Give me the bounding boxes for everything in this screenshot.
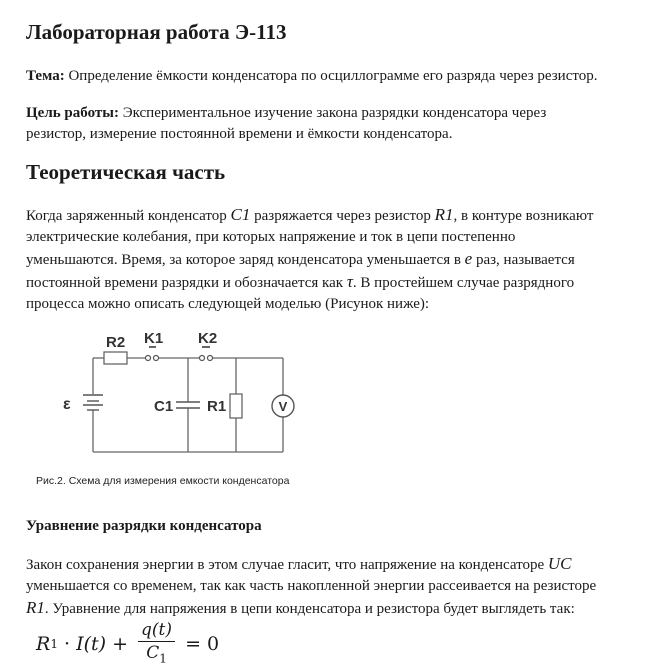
formula-c-sub: 1: [159, 651, 167, 666]
formula-c: C: [146, 642, 160, 663]
topic-label: Тема:: [26, 68, 65, 84]
topic-text: Определение ёмкости конденсатора по осциллограмме его разряда через резистор.: [68, 68, 598, 84]
k1-contact: [146, 356, 151, 361]
symbol-r1: R1: [26, 598, 45, 617]
goal-label: Цель работы:: [26, 105, 119, 121]
discharge-text: Закон сохранения энергии в этом случае гласит, что напряжение на конденсаторе: [26, 557, 548, 573]
resistor-r1-symbol: [230, 394, 242, 418]
symbol-tau: τ: [346, 272, 353, 291]
figure-caption: Рис.2. Схема для измерения емкости конденсатора: [36, 475, 290, 487]
theory-text: уменьшаются. Время, за которое заряд конденсатора уменьшается в: [26, 252, 465, 268]
k1-label: K1: [144, 330, 164, 347]
formula-fraction: [138, 620, 175, 668]
c1-label: C1: [154, 398, 174, 415]
r2-label: R2: [106, 334, 126, 351]
discharge-paragraph: [26, 553, 636, 620]
k2-contact: [200, 356, 205, 361]
formula-numerator: q(t): [138, 620, 175, 642]
theory-text: постоянной времени разрядки и обозначается как: [26, 275, 347, 291]
symbol-c1: C1: [230, 205, 251, 224]
discharge-text: уменьшается со временем, так как часть накопленной энергии рассеивается на резисторе: [26, 578, 597, 594]
k2-label: K2: [198, 330, 218, 347]
r1-label: R1: [207, 398, 227, 415]
formula-r-sub: 1: [50, 637, 58, 651]
formula-equals: = 0: [179, 633, 220, 655]
symbol-r1: R1: [434, 205, 454, 224]
formula-dot: ·: [57, 633, 77, 655]
emf-label: ε: [63, 396, 71, 413]
theory-text: электрические колебания, при которых напряжение и ток в цепи постепенно: [26, 229, 516, 245]
symbol-e: e: [464, 249, 473, 268]
formula-current: I(t): [76, 633, 107, 655]
topic-paragraph: [26, 66, 636, 87]
discharge-text: . Уравнение для напряжения в цепи конденсатора и резистора будет выглядеть так:: [44, 601, 575, 617]
symbol-uc: UC: [547, 554, 572, 573]
voltmeter-label: V: [278, 399, 288, 414]
k1-contact: [154, 356, 159, 361]
goal-text-line1: Экспериментальное изучение закона разрядки конденсатора через: [122, 105, 547, 121]
formula-denominator: [146, 642, 167, 668]
theory-paragraph: [26, 204, 636, 315]
formula-r: R: [36, 633, 51, 655]
theory-text: разряжается через резистор: [250, 208, 435, 224]
goal-paragraph: [26, 103, 636, 145]
formula-plus: +: [106, 633, 135, 655]
theory-text: раз, называется: [472, 252, 575, 268]
theory-text: . В простейшем случае разрядного: [352, 275, 575, 291]
resistor-r2-symbol: [104, 352, 127, 364]
circuit-diagram: [60, 322, 310, 462]
goal-text-line2: резистор, измерение постоянной времени и ёмкости конденсатора.: [26, 126, 453, 142]
theory-text: , в контуре возникают: [453, 208, 594, 224]
theory-text: Когда заряженный конденсатор: [26, 208, 231, 224]
k2-contact: [208, 356, 213, 361]
discharge-equation: [36, 618, 219, 670]
section-title: Теоретическая часть: [26, 160, 226, 184]
page-title: Лабораторная работа Э-113: [26, 20, 287, 44]
theory-text: процесса можно описать следующей моделью (Рисунок ниже):: [26, 296, 430, 312]
subsection-title: Уравнение разрядки конденсатора: [26, 518, 262, 534]
